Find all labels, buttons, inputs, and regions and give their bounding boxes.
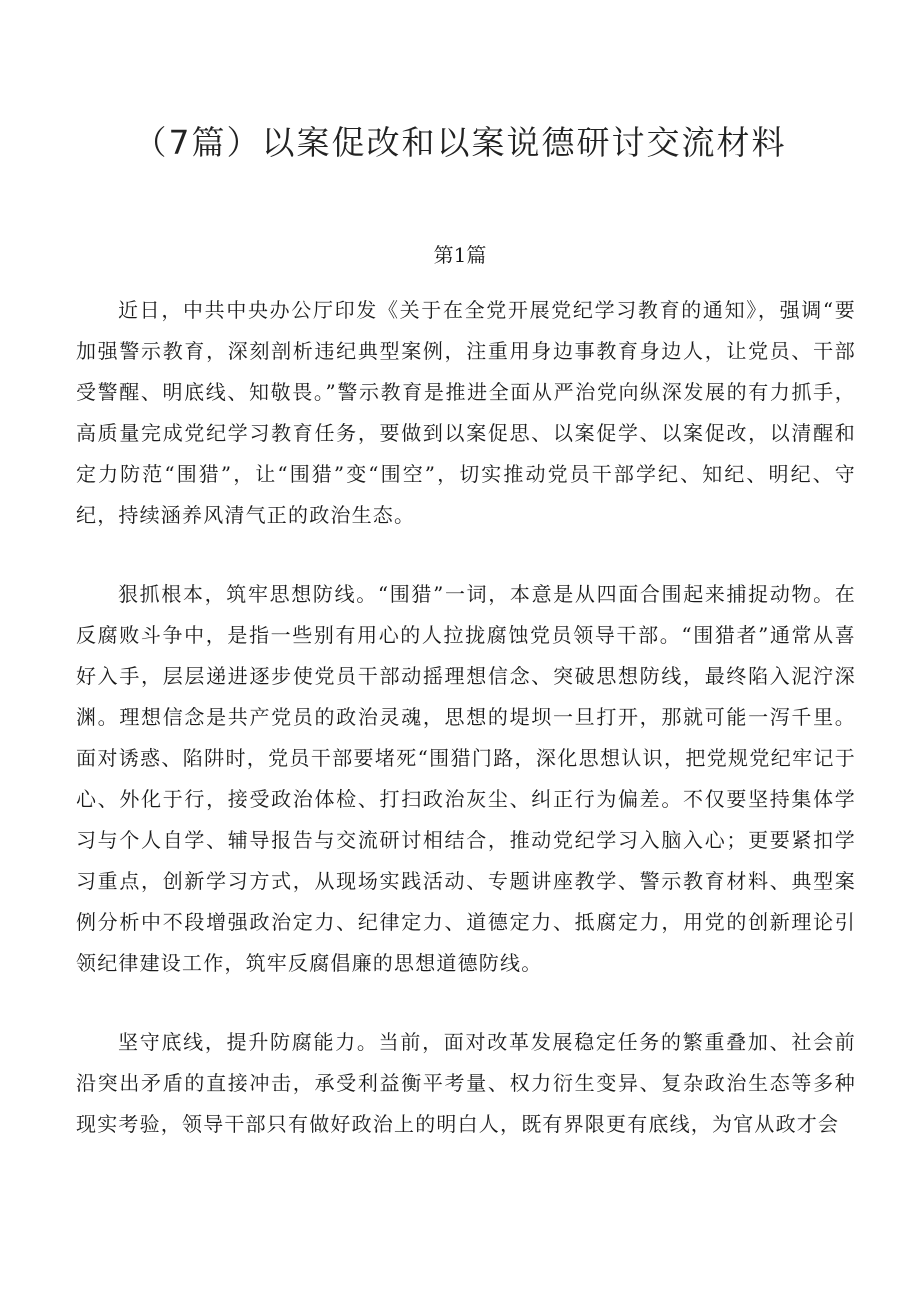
paragraph-3: 坚守底线，提升防腐能力。当前，面对改革发展稳定任务的繁重叠加、社会前沿突出矛盾的直接冲击，承受利益衡平考量、权力衍生变异、复杂政治生态等多种现实考验，领导干部只有做好政治上的明白人，既有界限更有底线，为官从政才会 (76, 1030, 856, 1136)
paragraph-2: 狠抓根本，筑牢思想防线。“围猎”一词，本意是从四面合围起来捕捉动物。在反腐败斗争中，是指一些别有用心的人拉拢腐蚀党员领导干部。“围猎者”通常从喜好入手，层层递进逐步使党员干部动摇理想信念、突破思想防线，最终陷入泥泞深渊。理想信念是共产党员的政治灵魂，思想的堤坝一旦打开，那就可能一泻千里。面对诱惑、陷阱时，党员干部要堵死“围猎门路，深化思想认识，把党规党纪牢记于心、外化于行，接受政治体检、打扫政治灰尘、纠正行为偏差。不仅要坚持集体学习与个人自学、辅导报告与交流研讨相结合，推动党纪学习入脑入心；更要紧扣学习重点，创新学习方式，从现场实践活动、专题讲座教学、警示教育材料、典型案例分析中不段增强政治定力、纪律定力、道德定力、抵腐定力，用党的创新理论引领纪律建设工作，筑牢反腐倡廉的思想道德防线。 (76, 582, 856, 975)
document-body (76, 290, 856, 1183)
section-heading: 第1篇 (433, 243, 487, 267)
document-title: （7篇）以案促改和以案说德研讨交流材料 (133, 123, 787, 162)
paragraph-1: 近日，中共中央办公厅印发《关于在全党开展党纪学习教育的通知》，强调“要加强警示教育，深刻剖析违纪典型案例，注重用身边事教育身边人，让党员、干部受警醒、明底线、知敬畏。”警示教育是推进全面从严治党向纵深发展的有力抓手，高质量完成党纪学习教育任务，要做到以案促思、以案促学、以案促改，以清醒和定力防范“围猎”，让“围猎”变“围空”，切实推动党员干部学纪、知纪、明纪、守纪，持续涵养风清气正的政治生态。 (76, 298, 856, 527)
